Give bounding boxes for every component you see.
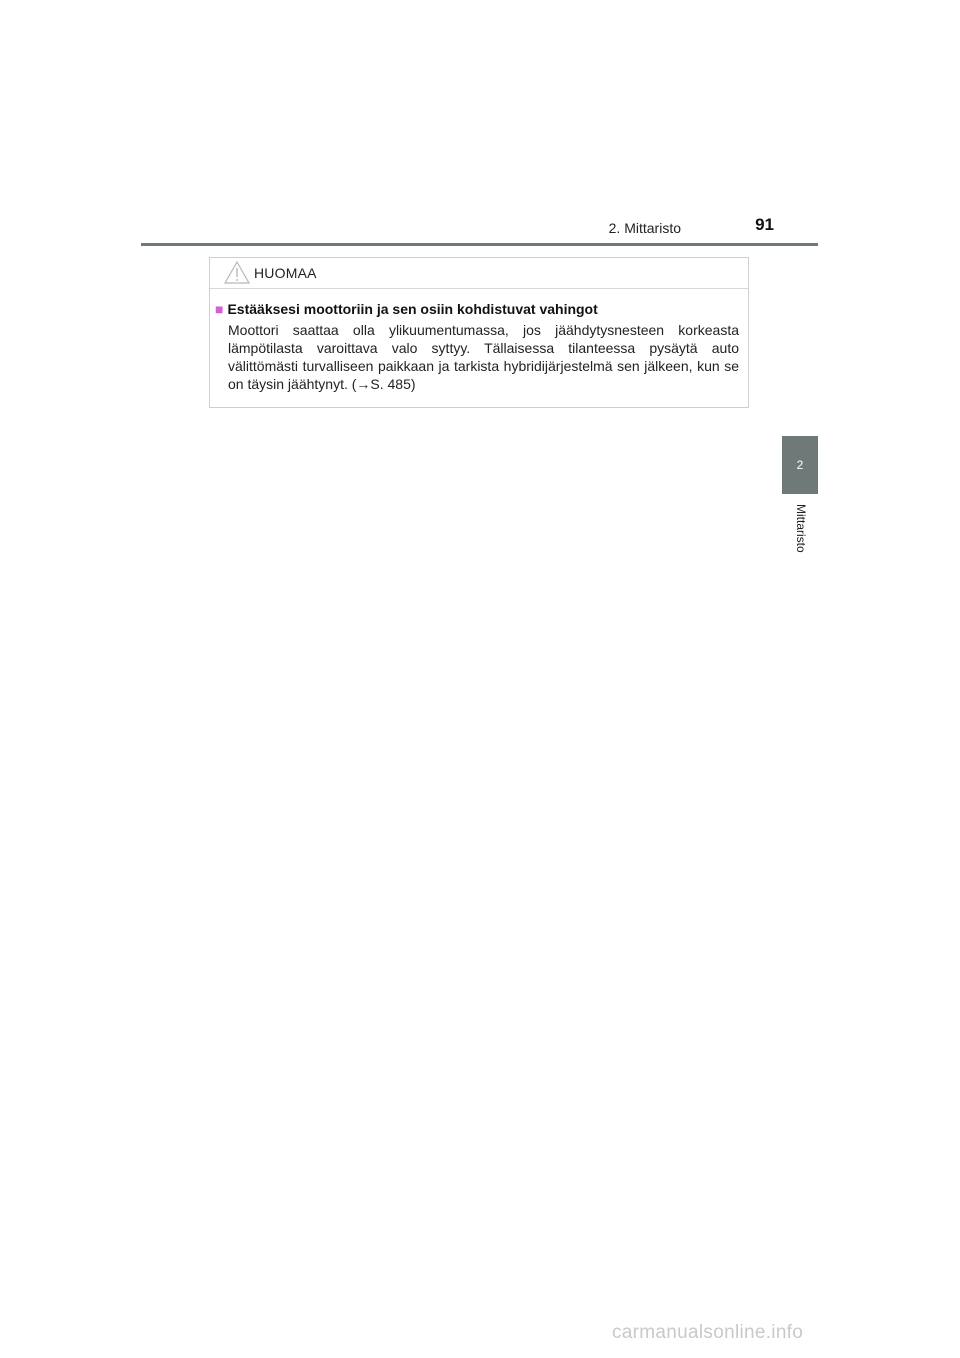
chapter-tab: 2 [782, 436, 818, 494]
square-bullet-icon: ■ [215, 301, 224, 317]
notice-box [209, 257, 749, 408]
section-heading [215, 301, 740, 317]
notice-header [210, 258, 748, 289]
chapter-tab-label-text: Mittaristo [794, 504, 808, 553]
chapter-tab-label [775, 504, 825, 564]
section-title: Estääksesi moottoriin ja sen osiin kohdistuvat vahingot [227, 301, 598, 317]
notice-title: HUOMAA [254, 265, 317, 281]
watermark: carmanualsonline.info [612, 1322, 804, 1343]
warning-triangle-icon [224, 261, 250, 284]
header-divider [141, 243, 818, 246]
notice-body: Moottori saattaa olla ylikuumentumassa, jos jäähdytysnesteen korkeasta lämpötilasta varoittava valo syttyy. Tällaisessa tilanteessa pysäytä auto välittömästi turvalliseen paikkaan ja tarkista hybridijärjestelmä sen jälkeen, kun se on täysin jäähtynyt. (→S. 485) [228, 322, 739, 392]
chapter-title: 2. Mittaristo [608, 220, 681, 236]
page-number: 91 [755, 215, 774, 234]
